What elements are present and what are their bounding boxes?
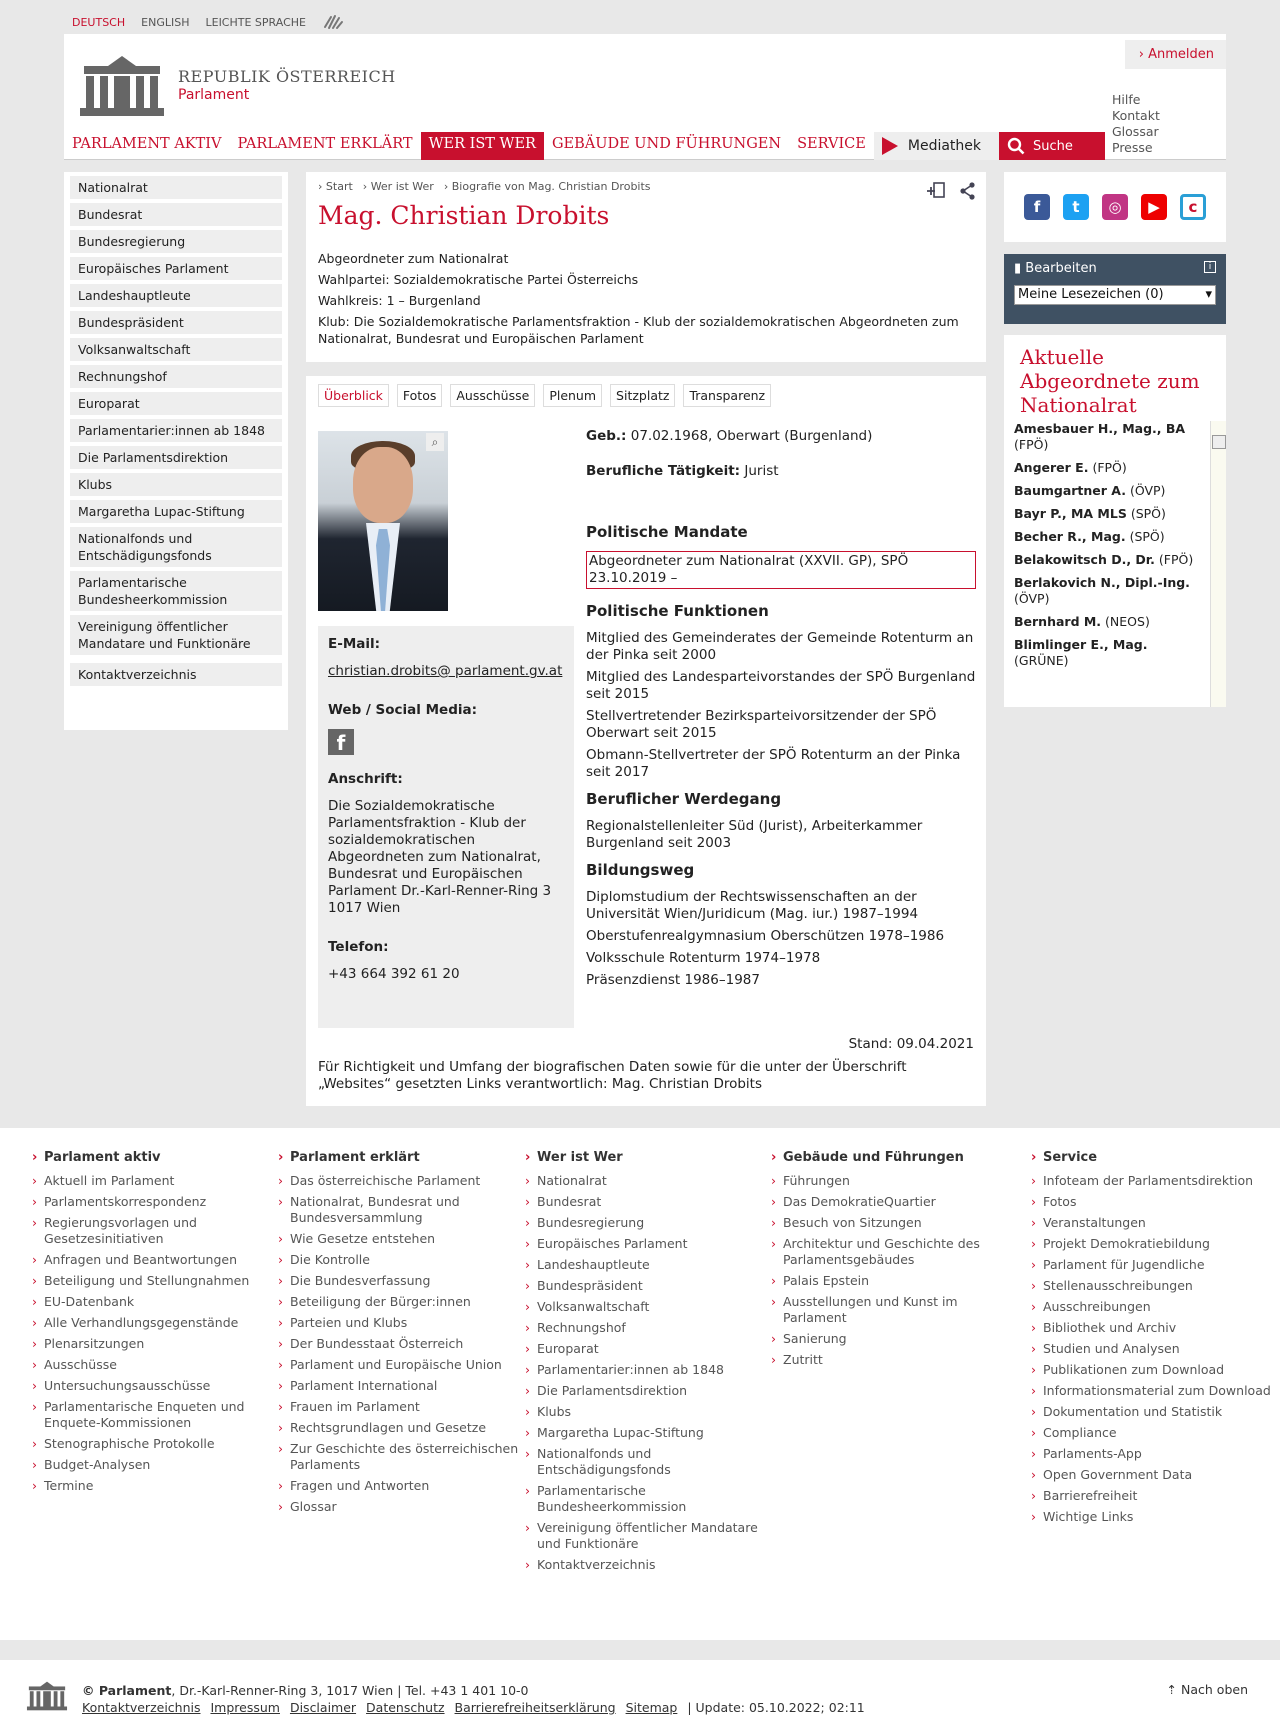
footer-heading[interactable]: › Wer ist Wer (537, 1150, 767, 1166)
footer-link[interactable]: › Palais Epstein (783, 1273, 1013, 1289)
mps-list (1004, 421, 1210, 707)
footer-link-barrierefreiheit[interactable]: Barrierefreiheitserklärung (454, 1700, 616, 1715)
scroll-thumb[interactable] (1212, 435, 1226, 449)
footer-link[interactable]: › Die Bundesverfassung (290, 1273, 520, 1289)
function-item: Obmann-Stellvertreter der SPÖ Rotenturm an der Pinka seit 2017 (586, 747, 961, 780)
twitter-icon[interactable]: t (1063, 194, 1089, 220)
mp-name: Blimlinger E., Mag. (1014, 637, 1148, 652)
arrow-up-icon: ⇡ (1166, 1682, 1178, 1697)
mp-name: Becher R., Mag. (1014, 529, 1126, 544)
nav-service[interactable]: SERVICE (797, 136, 866, 152)
tab-sitzplatz[interactable]: Sitzplatz (610, 384, 675, 407)
sidebar-item-lupac[interactable]: Margaretha Lupac-Stiftung (70, 500, 282, 523)
footer-link[interactable]: › Barrierefreiheit (1043, 1488, 1273, 1504)
tab-ueberblick[interactable]: Überblick (318, 384, 389, 407)
profile-photo[interactable] (318, 431, 448, 611)
footer-link[interactable]: › Führungen (783, 1173, 1013, 1189)
footer-col-erklaert (290, 1150, 520, 1520)
footer-link[interactable]: › Aktuell im Parlament (44, 1173, 274, 1189)
mp-party: (ÖVP) (1014, 591, 1050, 606)
footer-link[interactable]: › Zutritt (783, 1352, 1013, 1368)
education-item: Präsenzdienst 1986–1987 (586, 972, 760, 988)
search-button[interactable] (999, 132, 1105, 160)
share-icon[interactable] (960, 182, 976, 200)
biography-details (586, 428, 976, 994)
sidebar-item-parlamentsdirektion[interactable]: Die Parlamentsdirektion (70, 446, 282, 469)
facebook-icon[interactable]: f (1024, 194, 1050, 220)
breadcrumb-current: › Biografie von Mag. Christian Drobits (444, 180, 651, 193)
footer-col-aktiv (44, 1150, 274, 1499)
footer-link[interactable]: › Rechnungshof (537, 1320, 767, 1336)
bottom-bar (0, 1660, 1280, 1735)
contact-box (318, 626, 574, 1028)
function-item: Mitglied des Gemeinderates der Gemeinde Rotenturm an der Pinka seit 2000 (586, 630, 974, 663)
education-heading: Bildungsweg (586, 861, 695, 879)
footer-link[interactable]: › Budget-Analysen (44, 1457, 274, 1473)
footer-link[interactable]: › Parlaments-App (1043, 1446, 1273, 1462)
mp-name: Bayr P., MA MLS (1014, 506, 1127, 521)
facebook-icon[interactable]: f (328, 729, 354, 755)
education-item: Oberstufenrealgymnasium Oberschützen 1978–1986 (586, 928, 945, 944)
quicklink-presse[interactable]: Presse (1112, 140, 1153, 155)
footer-heading[interactable]: › Service (1043, 1150, 1273, 1166)
footer-link[interactable]: › Ausschüsse (44, 1357, 274, 1373)
footer-link[interactable]: › Frauen im Parlament (290, 1399, 520, 1415)
footer-link[interactable]: › Veranstaltungen (1043, 1215, 1273, 1231)
quicklink-hilfe[interactable]: Hilfe (1112, 92, 1141, 107)
footer-col-wer (537, 1150, 767, 1578)
footer-link[interactable]: › Beteiligung und Stellungnahmen (44, 1273, 274, 1289)
mp-party: (FPÖ) (1158, 552, 1194, 567)
footer-link[interactable]: › Die Kontrolle (290, 1252, 520, 1268)
quicklink-kontakt[interactable]: Kontakt (1112, 108, 1160, 123)
sidebar-item-rechnungshof[interactable]: Rechnungshof (70, 365, 282, 388)
footer-link-impressum[interactable]: Impressum (210, 1700, 280, 1715)
footer-link[interactable]: › Glossar (290, 1499, 520, 1515)
logo-subtitle: Parlament (178, 87, 250, 104)
footer-link-disclaimer[interactable]: Disclaimer (289, 1700, 357, 1715)
functions-heading: Politische Funktionen (586, 602, 769, 620)
tab-fotos[interactable]: Fotos (397, 384, 442, 407)
profile-tabs (318, 384, 974, 407)
footer-link[interactable]: › Europäisches Parlament (537, 1236, 767, 1252)
footer-link[interactable]: › Zur Geschichte des österreichischen Parlaments (290, 1441, 520, 1473)
footer-link[interactable]: › Infoteam der Parlamentsdirektion (1043, 1173, 1273, 1189)
footer-link[interactable]: › Informationsmaterial zum Download (1043, 1383, 1273, 1399)
mp-name: Bernhard M. (1014, 614, 1102, 629)
lang-deutsch[interactable]: DEUTSCH (72, 15, 126, 29)
meta-klub: Klub: Die Sozialdemokratische Parlamentsfraktion - Klub der sozialdemokratischen Abgeordneten zum Nationalrat, Bundesrat und Europäischen Parlament (318, 314, 959, 346)
breadcrumb-start[interactable]: › Start (318, 180, 353, 193)
quicklink-glossar[interactable]: Glossar (1112, 124, 1159, 139)
footer-link[interactable]: › Fotos (1043, 1194, 1273, 1210)
footer-link-datenschutz[interactable]: Datenschutz (366, 1700, 445, 1715)
breadcrumb (318, 180, 974, 193)
footer-link[interactable]: › Beteiligung der Bürger:innen (290, 1294, 520, 1310)
edit-title: Bearbeiten (1025, 261, 1097, 276)
footer-link[interactable]: › Anfragen und Beantwortungen (44, 1252, 274, 1268)
site-header (64, 34, 1226, 160)
tab-plenum[interactable]: Plenum (543, 384, 602, 407)
mp-item[interactable] (1014, 506, 1200, 522)
footer-address: , Dr.-Karl-Renner-Ring 3, 1017 Wien | Tel. +43 1 401 10-0 (171, 1683, 529, 1698)
footer-link[interactable]: › Bundesregierung (537, 1215, 767, 1231)
mp-item[interactable] (1014, 483, 1200, 499)
footer-update: | Update: 05.10.2022; 02:11 (687, 1700, 865, 1715)
parliament-footer-logo-icon[interactable] (26, 1680, 68, 1712)
footer-link[interactable]: › Studien und Analysen (1043, 1341, 1273, 1357)
stand-date: Stand: 09.04.2021 (848, 1036, 974, 1052)
footer-link[interactable]: › Plenarsitzungen (44, 1336, 274, 1352)
email-link[interactable]: christian.drobits@ parlament.gv.at (328, 663, 563, 679)
mp-name: Berlakovich N., Dipl.-Ing. (1014, 575, 1190, 590)
footer-link-kontaktverzeichnis[interactable]: Kontaktverzeichnis (82, 1700, 201, 1715)
address-label: Anschrift: (328, 771, 403, 787)
mp-party: (FPÖ) (1014, 437, 1049, 452)
footer-link[interactable]: › Europarat (537, 1341, 767, 1357)
footer-link[interactable]: › Parlamentskorrespondenz (44, 1194, 274, 1210)
sidebar (64, 172, 288, 730)
profile-header-card (306, 172, 986, 362)
lang-easy[interactable]: LEICHTE SPRACHE (205, 15, 306, 29)
sidebar-item-bundesrat[interactable]: Bundesrat (70, 203, 282, 226)
back-to-top-label: Nach oben (1181, 1682, 1248, 1697)
footer-link[interactable]: › Termine (44, 1478, 274, 1494)
footer-link[interactable]: › Parlament International (290, 1378, 520, 1394)
footer-link[interactable]: › Bundespräsident (537, 1278, 767, 1294)
sidebar-item-nationalrat[interactable]: Nationalrat (70, 176, 282, 199)
footer-link[interactable]: › Dokumentation und Statistik (1043, 1404, 1273, 1420)
sidebar-item-parlamentarier[interactable]: Parlamentarier:innen ab 1848 (70, 419, 282, 442)
bookmarks-select-value: Meine Lesezeichen (0) (1018, 287, 1164, 302)
education-item: Diplomstudium der Rechtswissenschaften an der Universität Wien/Juridicum (Mag. iur.) 1987–1994 (586, 889, 919, 922)
mp-name: Amesbauer H., Mag., BA (1014, 421, 1186, 436)
mp-party: (FPÖ) (1092, 460, 1127, 475)
parliament-logo[interactable] (78, 54, 396, 118)
footer-link[interactable]: › Compliance (1043, 1425, 1273, 1441)
info-icon[interactable]: i (1204, 261, 1216, 273)
footer-link[interactable]: › Regierungsvorlagen und Gesetzesinitiativen (44, 1215, 274, 1247)
web-label: Web / Social Media: (328, 702, 478, 718)
mps-scrollbar[interactable] (1210, 421, 1226, 707)
nav-gebaeude[interactable]: GEBÄUDE UND FÜHRUNGEN (551, 136, 782, 152)
footer-link[interactable]: › Nationalfonds und Entschädigungsfonds (537, 1446, 767, 1478)
mp-item[interactable] (1014, 529, 1200, 545)
footer-link[interactable]: › Untersuchungsausschüsse (44, 1378, 274, 1394)
footer-link[interactable]: › Das DemokratieQuartier (783, 1194, 1013, 1210)
sidebar-item-bundesregierung[interactable]: Bundesregierung (70, 230, 282, 253)
footer-link[interactable]: › Architektur und Geschichte des Parlamentsgebäudes (783, 1236, 1013, 1268)
footer-col-gebaeude (783, 1150, 1013, 1373)
mediathek-button[interactable] (874, 132, 999, 160)
site-footer (0, 1128, 1280, 1640)
footer-link[interactable]: › Landeshauptleute (537, 1257, 767, 1273)
footer-link[interactable]: › Wichtige Links (1043, 1509, 1273, 1525)
footer-link[interactable]: › Parlament und Europäische Union (290, 1357, 520, 1373)
logo-title: REPUBLIK ÖSTERREICH (178, 67, 396, 87)
meta-party: Wahlpartei: Sozialdemokratische Partei Österreichs (318, 272, 639, 287)
sidebar-item-kontaktverzeichnis[interactable]: Kontaktverzeichnis (70, 663, 282, 686)
mp-party: (GRÜNE) (1014, 653, 1069, 668)
biography-card (306, 376, 986, 1106)
sidebar-item-eu-parlament[interactable]: Europäisches Parlament (70, 257, 282, 280)
zoom-icon[interactable]: ⌕ (426, 433, 444, 451)
sidebar-item-europarat[interactable]: Europarat (70, 392, 282, 415)
job-label: Berufliche Tätigkeit: (586, 463, 741, 479)
job-value: Jurist (744, 463, 779, 479)
back-to-top[interactable] (1167, 1682, 1248, 1697)
sidebar-item-nationalfonds[interactable]: Nationalfonds und Entschädigungsfonds (70, 527, 282, 567)
bookmarks-select[interactable] (1014, 285, 1216, 305)
footer-link[interactable]: › Stenographische Protokolle (44, 1436, 274, 1452)
mandate-heading: Politische Mandate (586, 523, 748, 541)
lang-english[interactable]: ENGLISH (141, 15, 190, 29)
mp-item[interactable] (1014, 460, 1200, 476)
sidebar-item-bundespraesident[interactable]: Bundespräsident (70, 311, 282, 334)
footer-link[interactable]: › Volksanwaltschaft (537, 1299, 767, 1315)
footer-link[interactable]: › Parlamentarische Bundesheerkommission (537, 1483, 767, 1515)
footer-heading[interactable]: › Parlament aktiv (44, 1150, 274, 1166)
footer-link[interactable]: › Sanierung (783, 1331, 1013, 1347)
search-icon (1007, 137, 1025, 155)
bookmark-icon: ▮ (1014, 261, 1022, 276)
tab-transparenz[interactable]: Transparenz (683, 384, 771, 407)
born-value: 07.02.1968, Oberwart (Burgenland) (630, 428, 873, 444)
footer-link[interactable]: › Stellenausschreibungen (1043, 1278, 1273, 1294)
footer-link[interactable]: › Alle Verhandlungsgegenstände (44, 1315, 274, 1331)
footer-link[interactable]: › Ausschreibungen (1043, 1299, 1273, 1315)
youtube-icon[interactable]: ▶ (1141, 194, 1167, 220)
address-value: Die Sozialdemokratische Parlamentsfraktion - Klub der sozialdemokratischen Abgeordneten zum Nationalrat, Bundesrat und Europäischen Parlament Dr.-Karl-Renner-Ring 3 1017 Wien (328, 798, 552, 916)
meta-district: Wahlkreis: 1 – Burgenland (318, 293, 481, 308)
meta-role: Abgeordneter zum Nationalrat (318, 251, 509, 266)
footer-link[interactable]: › Ausstellungen und Kunst im Parlament (783, 1294, 1013, 1326)
profile-meta (318, 248, 974, 347)
born-label: Geb.: (586, 428, 627, 444)
photo-face (353, 447, 413, 523)
career-item: Regionalstellenleiter Süd (Jurist), Arbeiterkammer Burgenland seit 2003 (586, 818, 923, 851)
bio-disclaimer: Für Richtigkeit und Umfang der biografischen Daten sowie für die unter der Überschrift „Websites“ gesetzten Links verantwortlich: Mag. Christian Drobits (318, 1059, 907, 1092)
mp-item[interactable] (1014, 614, 1200, 630)
footer-link[interactable]: › Die Parlamentsdirektion (537, 1383, 767, 1399)
mps-title: Aktuelle Abgeordnete zum Nationalrat (1020, 345, 1200, 417)
education-item: Volksschule Rotenturm 1974–1978 (586, 950, 821, 966)
mp-name: Angerer E. (1014, 460, 1089, 475)
footer-link[interactable]: › Klubs (537, 1404, 767, 1420)
function-item: Stellvertretender Bezirksparteivorsitzender der SPÖ Oberwart seit 2015 (586, 708, 937, 741)
sidebar-item-landeshauptleute[interactable]: Landeshauptleute (70, 284, 282, 307)
quicklinks (1112, 92, 1160, 156)
instagram-icon[interactable]: ◎ (1102, 194, 1128, 220)
phone-value: +43 664 392 61 20 (328, 966, 460, 982)
search-label: Suche (1033, 138, 1073, 154)
mp-item[interactable] (1014, 575, 1200, 607)
footer-link[interactable]: › Kontaktverzeichnis (537, 1557, 767, 1573)
copyright: © Parlament (82, 1683, 172, 1698)
footer-link[interactable]: › Parteien und Klubs (290, 1315, 520, 1331)
footer-link[interactable]: › Nationalrat (537, 1173, 767, 1189)
login-button[interactable]: › Anmelden (1125, 40, 1226, 69)
career-heading: Beruflicher Werdegang (586, 790, 782, 808)
footer-legal (82, 1682, 865, 1716)
footer-heading[interactable]: › Parlament erklärt (290, 1150, 520, 1166)
footer-link[interactable]: › Parlamentarier:innen ab 1848 (537, 1362, 767, 1378)
parliament-building-icon (78, 54, 166, 118)
footer-link[interactable]: › Open Government Data (1043, 1467, 1273, 1483)
mediathek-label: Mediathek (907, 138, 982, 154)
mp-item[interactable] (1014, 552, 1200, 568)
footer-link[interactable]: › Fragen und Antworten (290, 1478, 520, 1494)
footer-link[interactable]: › Nationalrat, Bundesrat und Bundesversammlung (290, 1194, 520, 1226)
footer-link[interactable]: › Parlament für Jugendliche (1043, 1257, 1273, 1273)
sidebar-item-volksanwaltschaft[interactable]: Volksanwaltschaft (70, 338, 282, 361)
login-label: Anmelden (1148, 47, 1214, 62)
mp-item[interactable] (1014, 421, 1200, 453)
mp-party: (SPÖ) (1130, 506, 1166, 521)
footer-link[interactable]: › Der Bundesstaat Österreich (290, 1336, 520, 1352)
footer-link[interactable]: › Publikationen zum Download (1043, 1362, 1273, 1378)
tab-ausschuesse[interactable]: Ausschüsse (450, 384, 535, 407)
footer-link[interactable]: › Rechtsgrundlagen und Gesetze (290, 1420, 520, 1436)
footer-col-service (1043, 1150, 1273, 1530)
social-links (1004, 172, 1226, 242)
current-mps-card (1004, 335, 1226, 707)
footer-link[interactable]: › EU-Datenbank (44, 1294, 274, 1310)
edit-panel (1004, 254, 1226, 324)
header-tools (926, 182, 976, 200)
language-bar (72, 13, 344, 31)
mp-item[interactable] (1014, 637, 1200, 669)
chevron-down-icon: ▾ (1205, 287, 1212, 302)
nav-parlament-aktiv[interactable]: PARLAMENT AKTIV (72, 136, 222, 152)
footer-link[interactable]: › Wie Gesetze entstehen (290, 1231, 520, 1247)
parliament-app-icon[interactable]: c (1180, 194, 1206, 220)
sidebar-item-klubs[interactable]: Klubs (70, 473, 282, 496)
footer-link[interactable]: › Vereinigung öffentlicher Mandatare und Funktionäre (537, 1520, 767, 1552)
footer-link[interactable]: › Bibliothek und Archiv (1043, 1320, 1273, 1336)
footer-link[interactable]: › Besuch von Sitzungen (783, 1215, 1013, 1231)
main-navigation (64, 132, 1105, 160)
mp-name: Baumgartner A. (1014, 483, 1126, 498)
footer-link[interactable]: › Projekt Demokratiebildung (1043, 1236, 1273, 1252)
nav-parlament-erklaert[interactable]: PARLAMENT ERKLÄRT (237, 136, 413, 152)
mp-name: Belakowitsch D., Dr. (1014, 552, 1155, 567)
page-title: Mag. Christian Drobits (318, 201, 610, 230)
bookmark-add-icon[interactable] (926, 182, 946, 200)
sign-language-icon[interactable] (322, 13, 344, 31)
nav-wer-ist-wer[interactable]: WER IST WER (421, 132, 544, 160)
email-label: E-Mail: (328, 636, 381, 652)
footer-link[interactable]: › Margaretha Lupac-Stiftung (537, 1425, 767, 1441)
sidebar-item-vereinigung[interactable]: Vereinigung öffentlicher Mandatare und Funktionäre (70, 615, 282, 655)
footer-heading[interactable]: › Gebäude und Führungen (783, 1150, 1013, 1166)
play-icon (882, 137, 898, 155)
phone-label: Telefon: (328, 939, 389, 955)
mp-party: (ÖVP) (1129, 483, 1166, 498)
edit-title-wrap (1014, 261, 1097, 276)
footer-link[interactable]: › Das österreichische Parlament (290, 1173, 520, 1189)
footer-link-sitemap[interactable]: Sitemap (625, 1700, 678, 1715)
footer-link[interactable]: › Parlamentarische Enqueten und Enquete-Kommissionen (44, 1399, 274, 1431)
function-item: Mitglied des Landesparteivorstandes der SPÖ Burgenland seit 2015 (586, 669, 976, 702)
mp-party: (NEOS) (1105, 614, 1150, 629)
breadcrumb-wer-ist-wer[interactable]: › Wer ist Wer (363, 180, 434, 193)
footer-link[interactable]: › Bundesrat (537, 1194, 767, 1210)
sidebar-item-bundesheerkommission[interactable]: Parlamentarische Bundesheerkommission (70, 571, 282, 611)
mandate-item: Abgeordneter zum Nationalrat (XXVII. GP), SPÖ 23.10.2019 – (586, 551, 976, 589)
mp-party: (SPÖ) (1129, 529, 1165, 544)
